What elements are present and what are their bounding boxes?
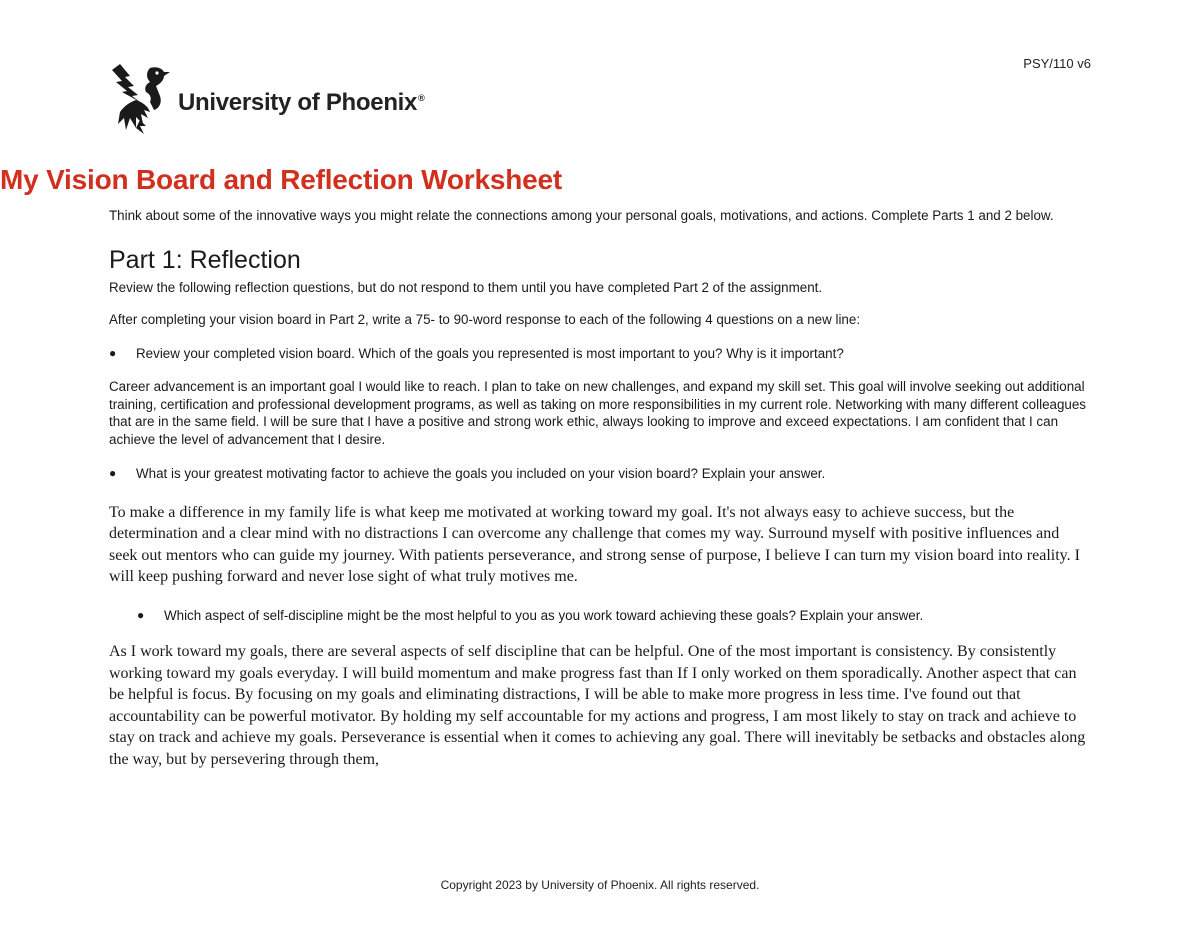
question-3 (109, 607, 1091, 625)
document-body (109, 207, 1091, 770)
phoenix-bird-icon (110, 62, 174, 136)
question-2 (109, 465, 1091, 483)
bullet-icon: ● (109, 345, 117, 360)
intro-paragraph: Think about some of the innovative ways you might relate the connections among your personal goals, motivations, and actions. Complete Parts 1 and 2 below. (109, 208, 1054, 223)
copyright-footer: Copyright 2023 by University of Phoenix. All rights reserved. (440, 878, 760, 892)
question-3-text: Which aspect of self-discipline might be the most helpful to you as you work toward achieving these goals? Explain your answer. (164, 607, 924, 623)
review-note: Review the following reflection questions, but do not respond to them until you have completed Part 2 of the assignment. (109, 279, 823, 295)
answer-3: As I work toward my goals, there are several aspects of self discipline that can be helpful. One of the most important is consistency. By consistently working toward my goals everyday. I will build momentum and make progress fast than If I only worked on them sporadically. Another aspect that can be helpful is focus. By focusing on my goals and eliminating distractions, I will be able to make more progress in less time. I've found out that accountability can be powerful motivator. By holding my self accountable for my actions and progress, I am most likely to stay on track and achieve to stay on track and achieve my goals. Perseverance is essential when it comes to achieving any goal. There will inevitably be setbacks and obstacles along the way, but by persevering through them, (109, 643, 1086, 768)
registered-mark: ® (418, 93, 425, 103)
bullet-icon: ● (137, 607, 145, 622)
question-1-text: Review your completed vision board. Which of the goals you represented is most important to you? Why is it important? (136, 345, 844, 361)
bullet-icon: ● (109, 466, 117, 480)
document-title: My Vision Board and Reflection Worksheet (0, 164, 562, 195)
answer-1: Career advancement is an important goal I would like to reach. I plan to take on new challenges, and expand my skill set. This goal will involve seeking out additional training, certification and professional development programs, as well as taking on more responsibilities in my current role. Networking with many different colleagues that are in the same field. I will be sure that I have a positive and strong work ethic, always looking to improve and exceed expectations. I am confident that I can achieve the level of advancement that I desire. (109, 379, 1086, 447)
course-code: PSY/110 v6 (1023, 56, 1091, 71)
university-logo (110, 62, 424, 136)
question-2-text: What is your greatest motivating factor to achieve the goals you included on your vision board? Explain your answer. (136, 466, 826, 481)
instructions-paragraph: After completing your vision board in Part 2, write a 75- to 90-word response to each of the following 4 questions on a new line: (109, 312, 861, 327)
question-1 (109, 345, 1091, 363)
logo-name: University of Phoenix (178, 89, 418, 116)
answer-2: To make a difference in my family life is what keep me motivated at working toward my goal. It's not always easy to achieve success, but the determination and a clear mind with no distractions I can overcome any challenge that comes my way. Surround myself with positive influences and seek out mentors who can guide my journey. With patients perseverance, and strong sense of purpose, I believe I can turn my vision board into reality. I will keep pushing forward and never lose sight of what truly motives me. (109, 503, 1080, 585)
part1-heading: Part 1: Reflection (109, 245, 301, 274)
logo-wordmark (178, 89, 424, 117)
